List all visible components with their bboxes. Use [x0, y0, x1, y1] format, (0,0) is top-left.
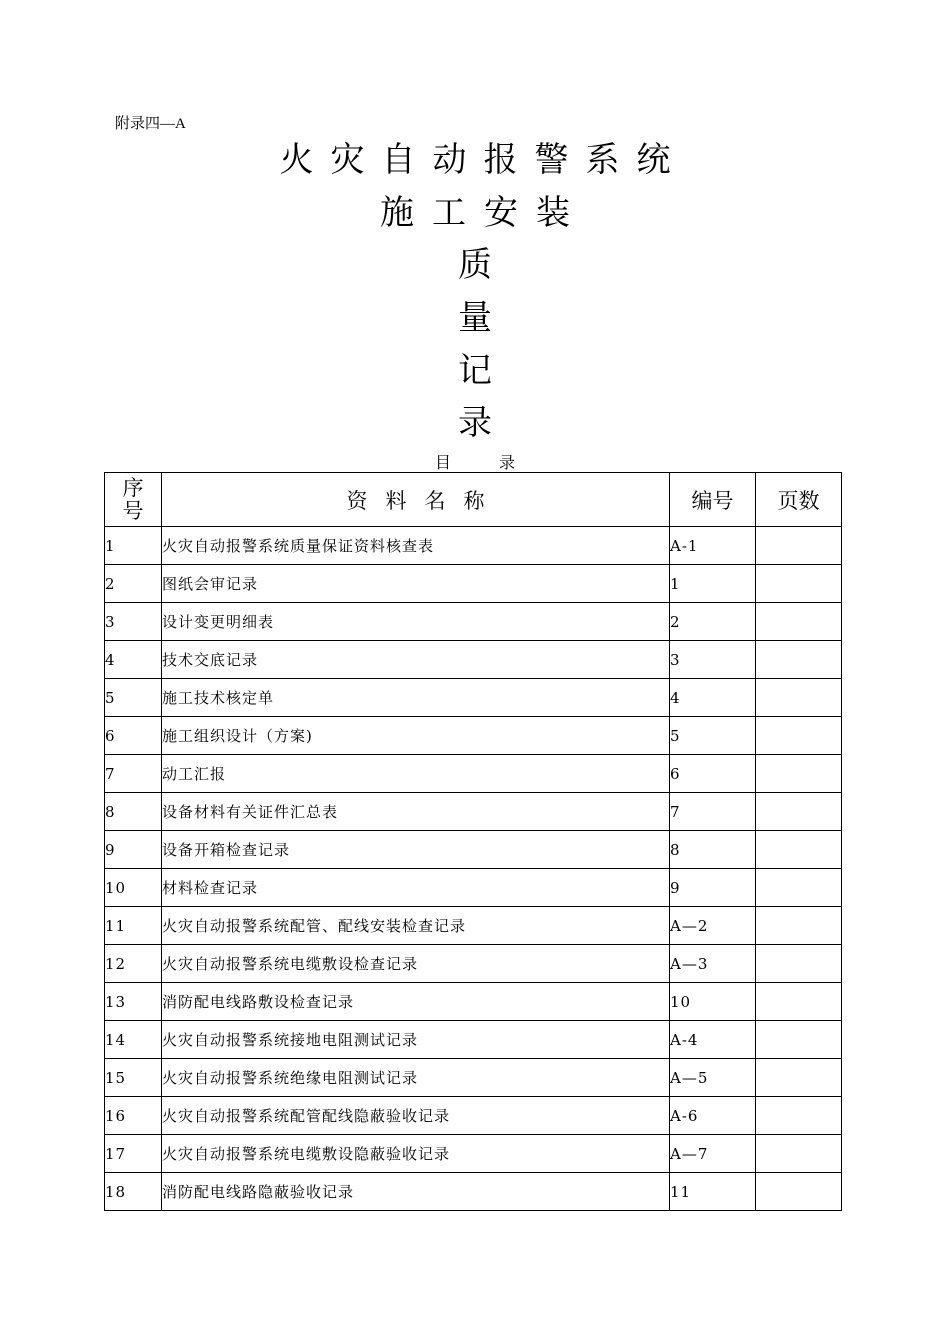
row-pages-cell [756, 793, 842, 831]
row-seq-cell: 9 [105, 831, 162, 869]
row-seq-cell: 8 [105, 793, 162, 831]
row-pages-cell [756, 565, 842, 603]
row-name-cell: 图纸会审记录 [162, 565, 670, 603]
row-seq-cell: 17 [105, 1135, 162, 1173]
header-code: 编号 [670, 473, 756, 527]
row-name-cell: 施工组织设计（方案) [162, 717, 670, 755]
row-pages-cell [756, 1021, 842, 1059]
row-code-cell: 9 [670, 869, 756, 907]
table-row [105, 907, 842, 945]
row-name-cell: 动工汇报 [162, 755, 670, 793]
header-seq-line-1: 序 [122, 475, 144, 500]
row-name-cell: 火灾自动报警系统绝缘电阻测试记录 [162, 1059, 670, 1097]
row-seq-cell: 7 [105, 755, 162, 793]
row-seq-cell: 12 [105, 945, 162, 983]
row-name-cell: 火灾自动报警系统配管、配线安装检查记录 [162, 907, 670, 945]
row-code-cell: 2 [670, 603, 756, 641]
row-pages-cell [756, 983, 842, 1021]
table-row [105, 641, 842, 679]
table-row [105, 1021, 842, 1059]
row-code-cell: A-1 [670, 527, 756, 565]
table-row [105, 527, 842, 565]
table-row [105, 603, 842, 641]
row-code-cell: 6 [670, 755, 756, 793]
row-code-cell: 1 [670, 565, 756, 603]
row-seq-cell: 5 [105, 679, 162, 717]
toc-table [104, 472, 842, 1211]
table-row [105, 1173, 842, 1211]
appendix-label: 附录四—A [115, 116, 186, 132]
row-code-cell: 5 [670, 717, 756, 755]
row-code-cell: A—7 [670, 1135, 756, 1173]
row-name-cell: 火灾自动报警系统电缆敷设检查记录 [162, 945, 670, 983]
row-seq-cell: 3 [105, 603, 162, 641]
row-seq-cell: 18 [105, 1173, 162, 1211]
row-seq-cell: 16 [105, 1097, 162, 1135]
table-row [105, 717, 842, 755]
header-name-label: 资料名称 [346, 488, 503, 513]
row-name-cell: 火灾自动报警系统配管配线隐蔽验收记录 [162, 1097, 670, 1135]
header-seq [105, 473, 162, 527]
title-line-3: 质 [458, 245, 492, 285]
row-seq-cell: 6 [105, 717, 162, 755]
table-row [105, 1135, 842, 1173]
row-seq-cell: 10 [105, 869, 162, 907]
row-name-cell: 设备开箱检查记录 [162, 831, 670, 869]
row-pages-cell [756, 1135, 842, 1173]
row-name-cell: 设备材料有关证件汇总表 [162, 793, 670, 831]
header-seq-line-2: 号 [122, 498, 144, 523]
row-name-cell: 消防配电线路敷设检查记录 [162, 983, 670, 1021]
row-seq-cell: 15 [105, 1059, 162, 1097]
title-line-6: 录 [458, 403, 492, 443]
table-row [105, 831, 842, 869]
row-pages-cell [756, 1059, 842, 1097]
row-pages-cell [756, 831, 842, 869]
row-name-cell: 施工技术核定单 [162, 679, 670, 717]
row-code-cell: A-4 [670, 1021, 756, 1059]
table-row [105, 755, 842, 793]
row-seq-cell: 2 [105, 565, 162, 603]
row-pages-cell [756, 1097, 842, 1135]
title-line-4: 量 [458, 298, 492, 338]
row-pages-cell [756, 869, 842, 907]
table-row [105, 1059, 842, 1097]
row-code-cell: 3 [670, 641, 756, 679]
header-name [162, 473, 670, 527]
table-row [105, 679, 842, 717]
row-name-cell: 火灾自动报警系统接地电阻测试记录 [162, 1021, 670, 1059]
row-code-cell: 10 [670, 983, 756, 1021]
row-code-cell: 4 [670, 679, 756, 717]
row-name-cell: 火灾自动报警系统电缆敷设隐蔽验收记录 [162, 1135, 670, 1173]
title-line-2: 施工安装 [380, 193, 588, 233]
row-code-cell: A—3 [670, 945, 756, 983]
row-code-cell: 8 [670, 831, 756, 869]
row-name-cell: 技术交底记录 [162, 641, 670, 679]
row-seq-cell: 11 [105, 907, 162, 945]
row-code-cell: A—5 [670, 1059, 756, 1097]
table-row [105, 945, 842, 983]
row-pages-cell [756, 907, 842, 945]
row-pages-cell [756, 603, 842, 641]
row-name-cell: 材料检查记录 [162, 869, 670, 907]
table-row [105, 869, 842, 907]
table-body [105, 527, 842, 1211]
row-code-cell: A—2 [670, 907, 756, 945]
row-code-cell: A-6 [670, 1097, 756, 1135]
table-row [105, 565, 842, 603]
row-name-cell: 消防配电线路隐蔽验收记录 [162, 1173, 670, 1211]
toc-heading: 目录 [434, 453, 563, 472]
row-pages-cell [756, 679, 842, 717]
header-pages: 页数 [756, 473, 842, 527]
row-seq-cell: 13 [105, 983, 162, 1021]
row-pages-cell [756, 717, 842, 755]
row-pages-cell [756, 755, 842, 793]
table-row [105, 1097, 842, 1135]
row-pages-cell [756, 527, 842, 565]
row-seq-cell: 4 [105, 641, 162, 679]
row-code-cell: 11 [670, 1173, 756, 1211]
row-seq-cell: 14 [105, 1021, 162, 1059]
row-name-cell: 设计变更明细表 [162, 603, 670, 641]
table-header-row [105, 473, 842, 527]
table-row [105, 793, 842, 831]
row-pages-cell [756, 945, 842, 983]
row-name-cell: 火灾自动报警系统质量保证资料核查表 [162, 527, 670, 565]
table-row [105, 983, 842, 1021]
row-code-cell: 7 [670, 793, 756, 831]
row-seq-cell: 1 [105, 527, 162, 565]
title-line-5: 记 [458, 351, 492, 391]
title-line-1: 火灾自动报警系统 [279, 140, 688, 180]
row-pages-cell [756, 641, 842, 679]
row-pages-cell [756, 1173, 842, 1211]
